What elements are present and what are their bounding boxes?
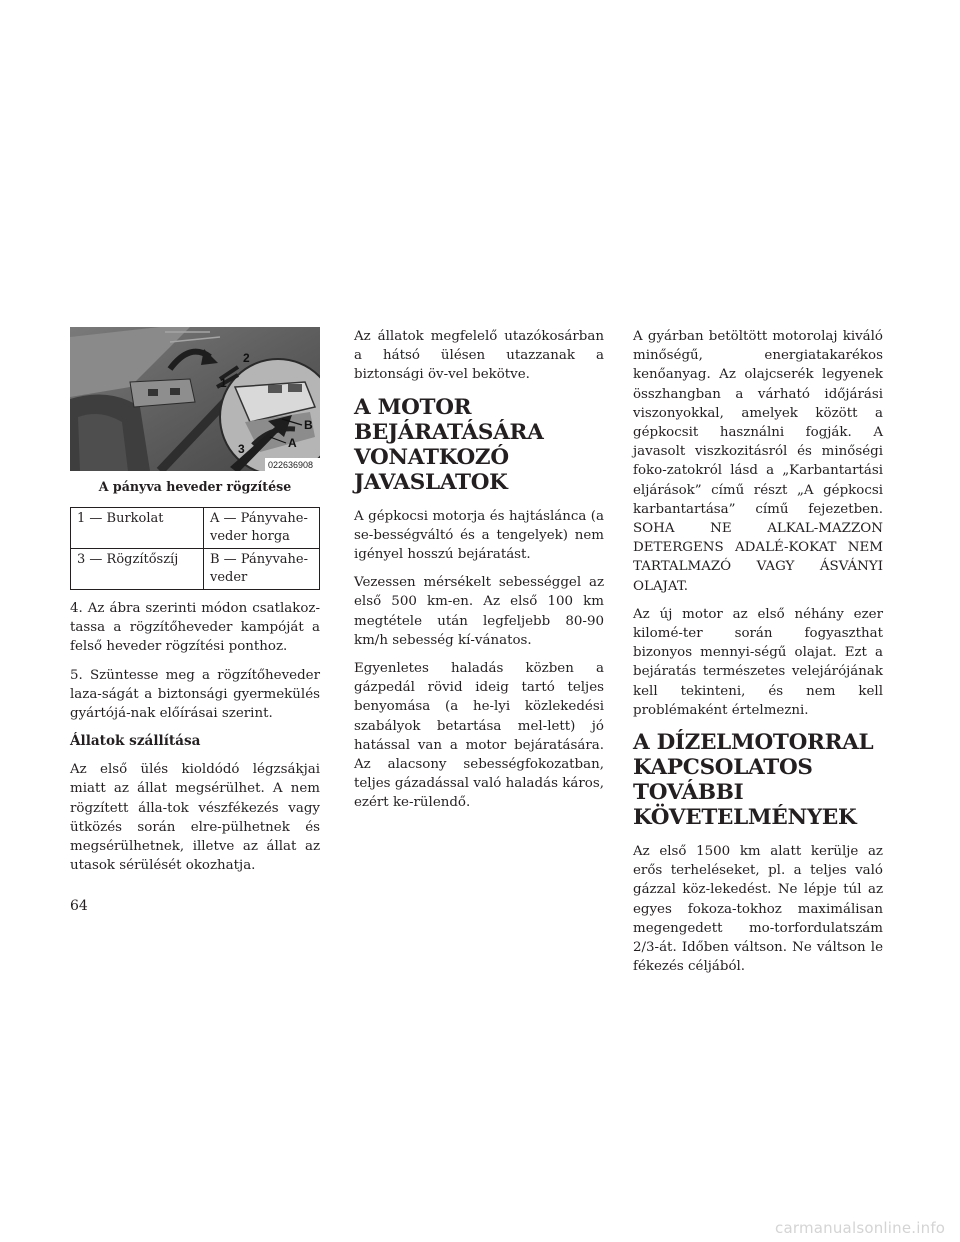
column-right (633, 327, 883, 985)
paragraph: Vezessen mérsékelt sebességgel az első 500 km-en. Az első 100 km megtétele után legfeljebb 80-90 km/h sebesség kí-vánatos. (354, 575, 604, 648)
figure-legend-table (70, 507, 320, 590)
paragraph-diesel: Az első 1500 km alatt kerülje az erős terheléseket, pl. a teljes való gázzal köz-lekedést. Ne lépje túl az egyes fokoza-tokhoz maximálisan megengedett mo-torfordulatszám 2/3-át. Időben váltson. Ne váltson le fékezés céljából. (633, 844, 883, 975)
callout-1: 1 (220, 376, 227, 390)
watermark: carmanualsonline.info (775, 1219, 946, 1237)
heading-line: A MOTOR (354, 394, 472, 420)
paragraph-engine-oil: A gyárban betöltött motorolaj kiváló minőségű, energiatakarékos kenőanyag. Az olajcserék legyenek összhangban a várható időjárási viszonyokkal, amelyek között a gépkocsit használni fogják. A javasolt viszkozitásról és minőségi foko-zatokról lásd a „Karbantartási eljárások” című részt „A gépkocsi karbantartása” című fejezetben. SOHA NE ALKAL-MAZZON DETERGENS ADALÉ-KOKAT NEM TARTALMAZÓ VAGY ÁSVÁNYI OLAJAT. (633, 329, 883, 594)
section-heading-break-in (354, 395, 604, 495)
column-left (70, 327, 320, 884)
heading-line: KAPCSOLATOS TOVÁBBI (633, 755, 813, 806)
table-row (71, 549, 320, 590)
paragraph-animals: Az első ülés kioldódó légzsákjai miatt az állat megsérülhet. A nem rögzített álla-tok vészfékezés vagy ütközés során elre-pülhetnek és megsérülhetnek, illetve az állat az utasok sérülését okozhatja. (70, 762, 320, 874)
figure-caption: A pányva heveder rögzítése (98, 479, 292, 494)
legend-cell: B — Pányvahe-veder (204, 549, 320, 590)
figure-code: 022636908 (268, 460, 314, 470)
tether-strap-illustration (70, 327, 320, 471)
paragraph-animals-continued: Az állatok megfelelő utazókosárban a hátsó ülésen utazzanak a biztonsági öv-vel bekötve. (354, 329, 604, 383)
heading-line: VONATKOZÓ (354, 444, 509, 470)
callout-2: 2 (243, 351, 250, 365)
paragraph: Egyenletes haladás közben a gázpedál rövid ideig tartó teljes benyomása (a he-lyi közlekedési szabályok betartása mel-lett) jó hatással van a motor bejáratására. Az alacsony sebességfokozatban, teljes gázadással való haladás káros, ezért ke-rülendő. (354, 661, 604, 811)
paragraph-step-4: 4. Az ábra szerinti módon csatlakoz-tassa a rögzítőheveder kampóját a felső heveder rögzítési ponthoz. (70, 601, 320, 655)
heading-line: A DÍZELMOTORRAL (633, 730, 874, 756)
heading-line: KÖVETELMÉNYEK (633, 805, 857, 831)
table-row (71, 508, 320, 549)
callout-3: 3 (238, 442, 245, 456)
heading-line: JAVASLATOK (354, 469, 508, 495)
subheading-animals: Állatok szállítása (70, 733, 201, 750)
paragraph: A gépkocsi motorja és hajtáslánca (a se-bességváltó és a tengelyek) nem igényel hosszú bejáratást. (354, 508, 604, 563)
legend-cell: 1 — Burkolat (71, 508, 204, 549)
tether-strap-figure (70, 327, 320, 471)
callout-b: B (304, 418, 313, 432)
heading-line: BEJÁRATÁSÁRA (354, 419, 544, 445)
legend-cell: 3 — Rögzítőszíj (71, 549, 204, 590)
column-middle (354, 327, 604, 822)
page-number: 64 (70, 898, 88, 914)
paragraph-oil-consumption: Az új motor az első néhány ezer kilomé-ter során fogyaszthat bizonyos mennyi-ségű olajat. Ezt a bejáratás természetes velejárójának kell tekinteni, és nem kell problémaként értelmezni. (633, 606, 883, 718)
section-heading-diesel (633, 730, 883, 830)
paragraph-step-5: 5. Szüntesse meg a rögzítőheveder laza-ságát a biztonsági gyermekülés gyártójá-nak előírásai szerint. (70, 667, 320, 722)
callout-a: A (288, 436, 297, 450)
legend-cell: A — Pányvahe-veder horga (204, 508, 320, 549)
